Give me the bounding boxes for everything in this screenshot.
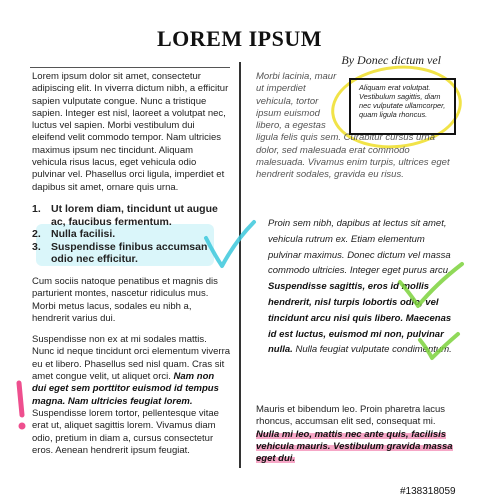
list-number: 1. (32, 202, 41, 215)
left-paragraph-3-end: Suspendisse lorem tortor, pellentesque vitae erat ut, aliquet sagittis lorem. Vivamus diam odio, pretium in diam a, cursus consectetur eros. Aenean hendrerit ipsum feugiat. (32, 407, 219, 456)
wrap-line: Morbi lacinia, maur (256, 71, 337, 82)
wrap-line: libero, a egestas (256, 120, 326, 132)
right-paragraph-2-end: Nulla feugiat vulputate condimentum. (295, 344, 452, 356)
teal-check-icon (206, 222, 254, 266)
green-check-icon (420, 334, 458, 358)
green-check-icon (400, 264, 462, 306)
page-title: LOREM IPSUM (157, 26, 322, 51)
callout-box: Aliquam erat volutpat. Vestibulum sagittis, diam nec vulputate ullamcorper, quam ligula rhoncus. (349, 78, 456, 135)
left-paragraph-2: Cum sociis natoque penatibus et magnis dis parturient montes, nascetur ridiculus mus. Morbi metus lacus, sodales eu nibh a, hendrerit varius dui. (32, 275, 218, 324)
right-paragraph-2-start: Proin sem nibh, dapibus at lectus sit amet, vehicula rutrum ex. Etiam elementum pulvinar maximus. Donec dictum vel massa commodo ultricies. Integer eget purus arcu. (268, 218, 451, 277)
wrap-line: ut imperdiet (256, 83, 306, 95)
right-paragraph-3-start: Mauris et bibendum leo. Proin pharetra lacus rhoncus, accumsan elit sed, consequat mi. (256, 404, 446, 428)
list-item-text: Ut lorem diam, tincidunt ut augue ac, faucibus fermentum. (51, 202, 218, 228)
left-paragraph-1: Lorem ipsum dolor sit amet, consectetur adipiscing elit. In viverra dictum nibh, a efficitur sapien vulputate congue. Nunc a tristique sapien. Integer est nisl, laoreet a volutpat nec, luctus vel sapien. Morbi vestibulum dui eleifend velit commodo tempor. Nam ultricies maximus ipsum nec tincidunt. Aliquam vehicula risus lacus, eget vehicula odio pulvinar vel. Phasellus orci ligula, imperdiet et dapibus sit amet, ornare quis urna. (32, 71, 229, 193)
list-number: 3. (32, 240, 41, 253)
list-item-text: Nulla facilisi. (51, 228, 116, 241)
left-paragraph-3-start: Suspendisse non ex at mi sodales mattis. Nunc id neque tincidunt orci elementum viverra eu et libero. Phasellus sed nisl quam. Cras sit amet congue velit, ut aliquet orci. (32, 334, 231, 383)
list-item-text: Suspendisse finibus accumsan odio nec efficitur. (51, 240, 208, 266)
wrap-line: ipsum euismod (256, 107, 320, 119)
byline: By Donec dictum vel (341, 53, 441, 67)
wrap-line: vehicula, tortor (256, 95, 319, 107)
list-number: 2. (32, 228, 41, 241)
exclamation-icon (19, 383, 22, 415)
left-paragraph-3-emphasis: Nam non dui eget sem porttitor euismod id tempus magna. Nam ultricies feugiat lorem. (32, 371, 219, 407)
stock-id-watermark: #138318059 (400, 486, 456, 497)
exclamation-dot-icon (19, 423, 26, 430)
right-paragraph-1-rest: ligula felis quis sem. Curabitur cursus urna dolor, sed malesuada erat commodo malesuada. Vivamus enim turpis, ultrices eget hendrerit sodales, gravida eu risus. (256, 132, 450, 181)
right-paragraph-2-emphasis: Suspendisse sagittis, eros id mollis hendrerit, nisl turpis lobortis odio, vel tincidunt arcu nisi quis libero. Maecenas id est luctus, euismod mi non, pulvinar nulla. (268, 281, 452, 356)
pink-highlighted-text: Nulla mi leo, mattis nec ante quis, facilisis vehicula mauris. Vestibulum gravida massa eget dui. (256, 428, 453, 465)
